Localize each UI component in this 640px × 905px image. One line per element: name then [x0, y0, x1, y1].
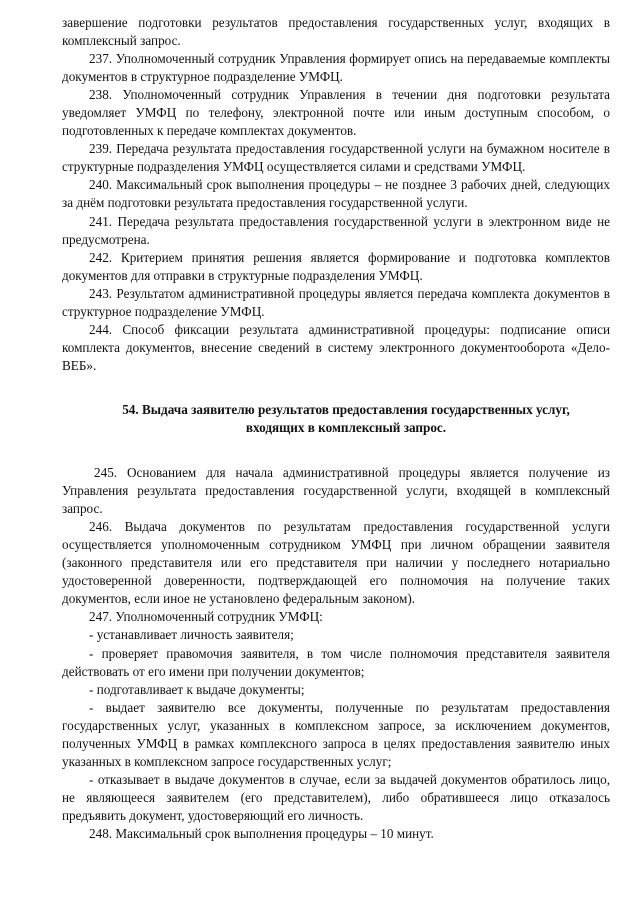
paragraph-247: 247. Уполномоченный сотрудник УМФЦ: — [89, 609, 323, 625]
paragraph-237: 237. Уполномоченный сотрудник Управления формирует опись на передаваемые комплекты документов в структурное подразделение УМФЦ. — [62, 51, 610, 85]
list-item-check-authority: - проверяет правомочия заявителя, в том числе полномочия представителя заявителя действовать от его имени при получении документов; — [62, 645, 610, 679]
paragraph-245: 245. Основанием для начала административной процедуры является получение из Управления результата предоставления государственной услуги, входящей в комплексный запрос. — [62, 465, 610, 517]
paragraph-continuation: завершение подготовки результатов предоставления государственных услуг, входящих в комплексный запрос. — [62, 15, 610, 49]
paragraph-244: 244. Способ фиксации результата административной процедуры: подписание описи комплекта документов, внесение сведений в систему электронного документооборота «Дело-ВЕБ». — [62, 321, 610, 373]
paragraph-239: 239. Передача результата предоставления государственной услуги на бумажном носителе в структурные подразделения УМФЦ осуществляется силами и средствами УМФЦ. — [62, 141, 610, 175]
list-item-refuse-issue: - отказывает в выдаче документов в случае, если за выдачей документов обратилось лицо, не являющееся заявителем (его представителем), либо обратившееся лицо отказалось предъявить документ, удостоверяющий его личность. — [62, 771, 610, 823]
paragraph-248: 248. Максимальный срок выполнения процедуры – 10 минут. — [89, 825, 434, 841]
paragraph-238: 238. Уполномоченный сотрудник Управления в течении дня подготовки результата уведомляет УМФЦ по телефону, электронной почте или иным доступным способом, о подготовленных к передаче комплектах документов. — [62, 87, 610, 139]
paragraph-243: 243. Результатом административной процедуры является передача комплекта документов в структурное подразделение УМФЦ. — [62, 285, 610, 319]
section-heading-line-1: 54. Выдача заявителю результатов предоставления государственных услуг, — [122, 401, 570, 417]
paragraph-246: 246. Выдача документов по результатам предоставления государственной услуги осуществляется уполномоченным сотрудником УМФЦ при личном обращении заявителя (законного представителя или его представителя при наличии у последнего нотариально удостоверенной доверенности, подтверждающей его полномочия на получение таких документов, если иное не установлено федеральным законом). — [62, 519, 610, 607]
section-heading-line-2: входящих в комплексный запрос. — [245, 419, 447, 435]
paragraph-242: 242. Критерием принятия решения является формирование и подготовка комплектов документов для отправки в структурные подразделения УМФЦ. — [62, 249, 610, 283]
paragraph-241: 241. Передача результата предоставления государственной услуги в электронном виде не предусмотрена. — [62, 213, 610, 247]
document-body — [62, 14, 610, 843]
list-item-prepare-documents: - подготавливает к выдаче документы; — [89, 681, 305, 697]
list-item-issue-documents: - выдает заявителю все документы, полученные по результатам предоставления государственных услуг, указанных в комплексном запросе, за исключением документов, полученных УМФЦ в рамках комплексного запроса в целях предоставления заявителю иных указанных в комплексном запросе государственных услуг; — [62, 699, 610, 769]
list-item-identify-applicant: - устанавливает личность заявителя; — [89, 627, 294, 643]
paragraph-240: 240. Максимальный срок выполнения процедуры – не позднее 3 рабочих дней, следующих за днём подготовки результата предоставления государственной услуги. — [62, 177, 610, 211]
section-heading-54 — [62, 401, 610, 437]
